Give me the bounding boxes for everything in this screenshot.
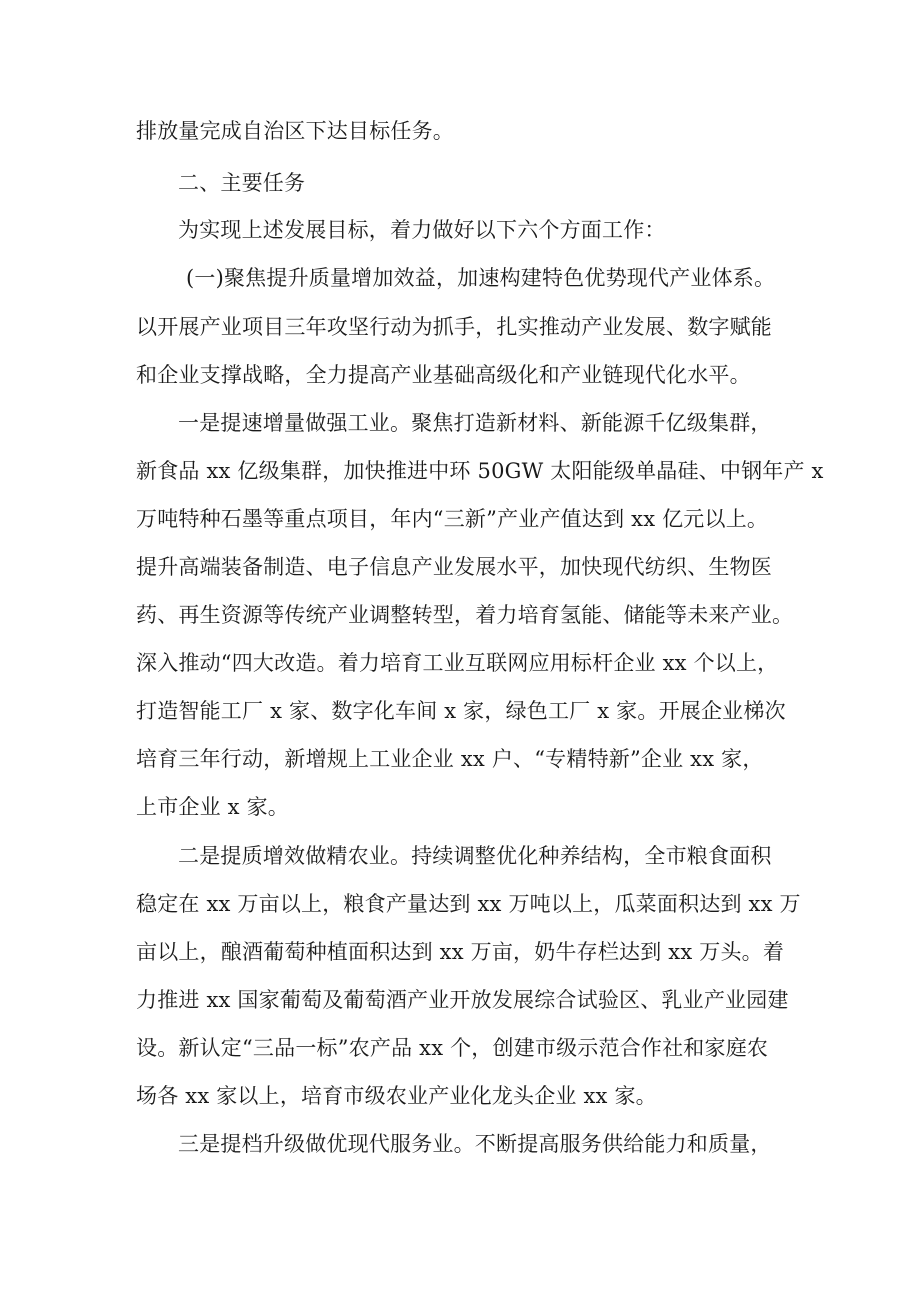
paragraph-line: 深入推动“四大改造。着力培育工业互联网应用标杆企业 xx 个以上， <box>136 651 779 675</box>
paragraph-line: 打造智能工厂 x 家、数字化车间 x 家，绿色工厂 x 家。开展企业梯次 <box>136 699 786 723</box>
paragraph-line: 排放量完成自治区下达目标任务。 <box>136 119 454 143</box>
paragraph-line: 力推进 xx 国家葡萄及葡萄酒产业开放发展综合试验区、乳业产业园建 <box>136 988 789 1012</box>
paragraph-line: 培育三年行动，新增规上工业企业 xx 户、“专精特新”企业 xx 家， <box>136 747 764 771</box>
paragraph-line: 以开展产业项目三年攻坚行动为抓手，扎实推动产业发展、数字赋能 <box>136 315 772 339</box>
paragraph-line: 一是提速增量做强工业。聚焦打造新材料、新能源千亿级集群， <box>178 411 772 435</box>
paragraph-line: 药、再生资源等传统产业调整转型，着力培育氢能、储能等未来产业。 <box>136 603 794 627</box>
paragraph-line: 上市企业 x 家。 <box>136 795 289 819</box>
paragraph-line: 新食品 xx 亿级集群，加快推进中环 50GW 太阳能级单晶硅、中钢年产 x <box>136 459 824 483</box>
paragraph-line: 提升高端装备制造、电子信息产业发展水平，加快现代纺织、生物医 <box>136 555 772 579</box>
paragraph-line: 和企业支撑战略，全力提高产业基础高级化和产业链现代化水平。 <box>136 363 751 387</box>
paragraph-line: 设。新认定“三品一标”农产品 xx 个，创建市级示范合作社和家庭农 <box>136 1036 769 1060</box>
subsection-heading: (一)聚焦提升质量增加效益，加速构建特色优势现代产业体系。 <box>186 266 776 290</box>
paragraph-line: 亩以上，酿酒葡萄种植面积达到 xx 万亩，奶牛存栏达到 xx 万头。着 <box>136 940 785 964</box>
section-heading: 二、主要任务 <box>178 171 306 195</box>
paragraph-line: 三是提档升级做优现代服务业。不断提高服务供给能力和质量， <box>178 1132 772 1156</box>
paragraph-line: 稳定在 xx 万亩以上，粮食产量达到 xx 万吨以上，瓜菜面积达到 xx 万 <box>136 892 801 916</box>
paragraph-line: 万吨特种石墨等重点项目，年内“三新”产业产值达到 xx 亿元以上。 <box>136 507 769 531</box>
paragraph-line: 为实现上述发展目标，着力做好以下六个方面工作： <box>178 218 666 242</box>
paragraph-line: 场各 xx 家以上，培育市级农业产业化龙头企业 xx 家。 <box>136 1084 657 1108</box>
paragraph-line: 二是提质增效做精农业。持续调整优化种养结构，全市粮食面积 <box>178 844 772 868</box>
